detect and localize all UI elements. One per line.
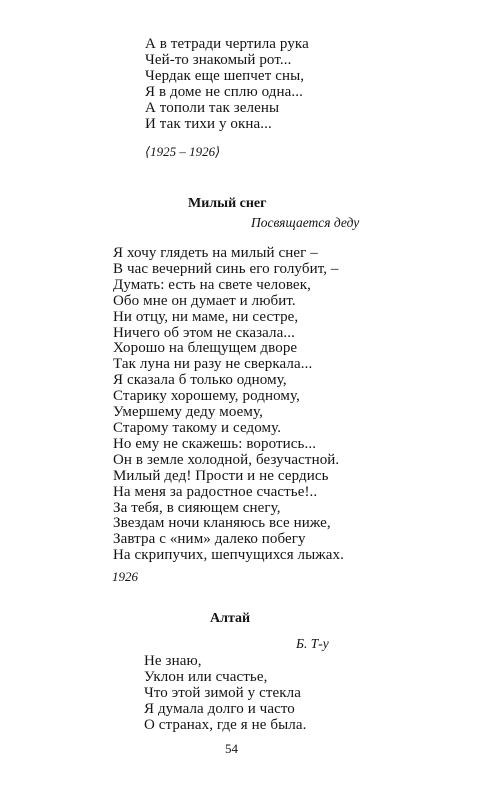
- page-number: 54: [225, 741, 238, 756]
- poem-line: Чердак еще шепчет сны,: [145, 67, 305, 84]
- poem-line: Ничего об этом не сказала...: [113, 324, 295, 341]
- poem-line: И так тихи у окна...: [145, 115, 272, 132]
- poem3-title: Алтай: [210, 611, 251, 626]
- poem-line: Старому такому и седому.: [113, 419, 282, 436]
- poem-line: Не знаю,: [144, 653, 202, 669]
- poem-line: За тебя, в сияющем снегу,: [113, 499, 281, 516]
- poem-line: На скрипучих, шепчущихся лыжах.: [113, 547, 344, 564]
- poem3-dedication: Б. Т-у: [296, 636, 329, 651]
- poem-line: Что этой зимой у стекла: [144, 684, 302, 701]
- poem-line: В час вечерний синь его голубит, –: [113, 260, 339, 277]
- poem-line: Я сказала б только одному,: [113, 372, 287, 389]
- poem-line: Чей-то знакомый рот...: [145, 51, 292, 68]
- poem-line: А тополи так зелены: [145, 99, 280, 116]
- poem-line: Я думала долго и часто: [144, 700, 295, 717]
- poem-line: Милый дед! Прости и не сердись: [113, 467, 329, 484]
- poem-line: А в тетради чертила рука: [145, 36, 309, 52]
- poem3-lines: [144, 654, 306, 734]
- poem-line: Он в земле холодной, безучастной.: [113, 451, 340, 468]
- poem2-date: 1926: [112, 569, 138, 584]
- poem2-dedication: Посвящается деду: [251, 215, 360, 230]
- poem-line: Я хочу глядеть на милый снег –: [113, 245, 318, 261]
- poem-line: Звездам ночи кланяюсь все ниже,: [113, 515, 331, 532]
- poem-line: На меня за радостное счастье!..: [113, 483, 318, 500]
- poem2-lines: [113, 246, 344, 564]
- poem2-title: Милый снег: [188, 196, 267, 211]
- poem-line: Думать: есть на свете человек,: [113, 276, 311, 293]
- poem-line: Ни отцу, ни маме, ни сестре,: [113, 308, 299, 325]
- poem-line: Умершему деду моему,: [113, 404, 263, 421]
- poem-line: Но ему не скажешь: воротись...: [113, 435, 317, 452]
- poem1-date: ⟨1925 – 1926⟩: [145, 144, 221, 159]
- poem-line: Уклон или счастье,: [144, 668, 268, 685]
- poem1-lines: [145, 37, 309, 132]
- poem-line: О странах, где я не была.: [144, 716, 307, 733]
- poem-line: Завтра с «ним» далеко побегу: [113, 531, 306, 548]
- poem-line: Старику хорошему, родному,: [113, 388, 300, 405]
- poem-line: Я в доме не сплю одна...: [145, 83, 303, 100]
- poem-line: Хорошо на блещущем дворе: [113, 340, 298, 357]
- poem-line: Обо мне он думает и любит.: [113, 292, 296, 309]
- poem-line: Так луна ни разу не сверкала...: [113, 356, 313, 373]
